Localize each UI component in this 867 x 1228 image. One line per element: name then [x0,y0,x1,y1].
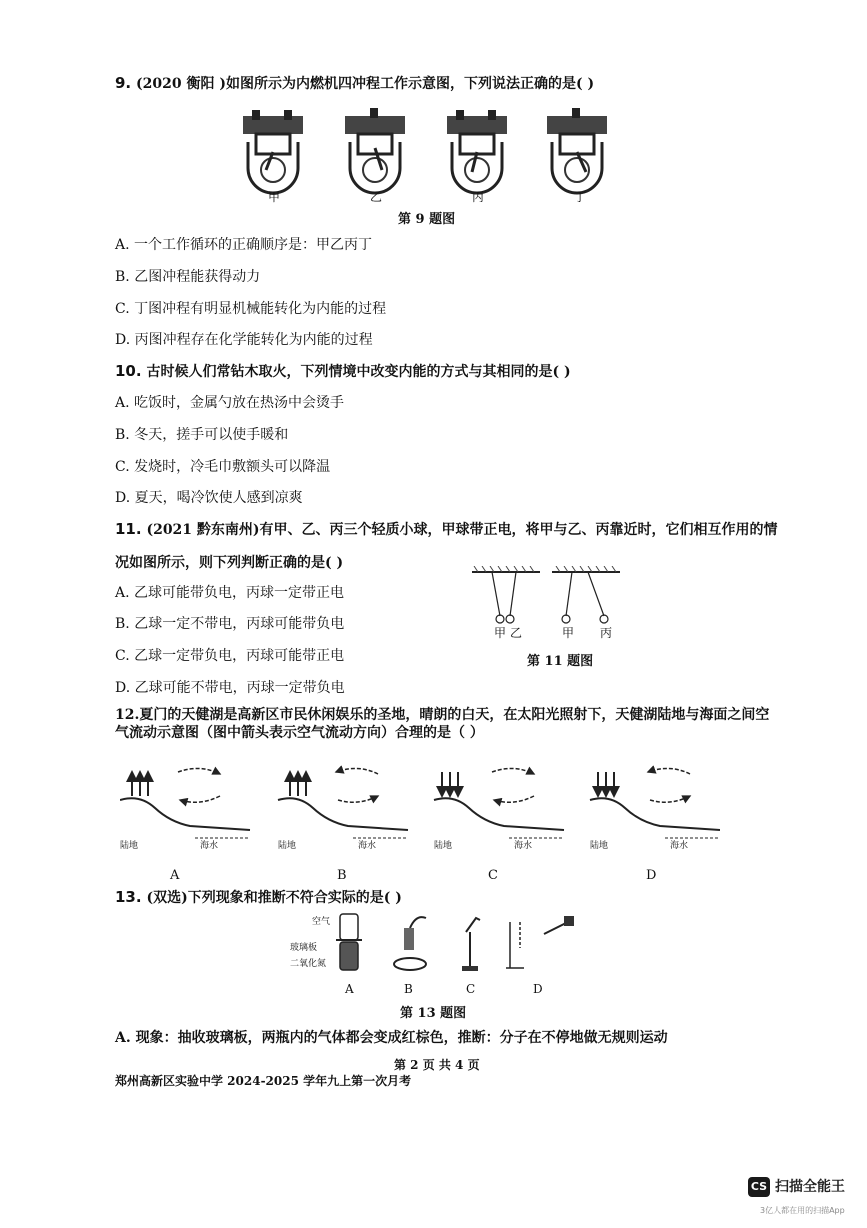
q9-option-d: D. 丙图冲程存在化学能转化为内能的过程 [115,332,373,348]
q13-label-no2: 二氧化氮 [290,959,327,969]
q12-label-b: B [337,868,347,883]
q9-label-jia: 甲 [268,190,281,204]
q9-option-b: B. 乙图冲程能获得动力 [115,269,261,285]
q11-label-jia-left: 甲 [494,626,507,640]
q13-stem [115,888,402,907]
q13-fig-d [506,922,524,968]
q10-text: 古时候人们常钻木取火，下列情境中改变内能的方式与其相同的是( ) [141,364,571,380]
q10-option-a: A. 吃饭时，金属勺放在热汤中会烫手 [115,395,345,411]
q9-number: 9. [115,74,132,92]
q13-experiments-figure [330,908,590,978]
q13-label-a: A [345,982,354,996]
q13-text: (双选)下列现象和推断不符合实际的是( ) [141,890,402,906]
q12-panel-d [590,768,720,838]
q12-land-b: 陆地 [278,841,297,851]
q12-label-a: A [170,868,180,883]
q12-water-a: 海水 [200,841,219,851]
q9-caption: 第 9 题图 [398,212,456,227]
q12-stem-line2: 气流动示意图（图中箭头表示空气流动方向）合理的是（ ） [115,725,484,741]
q13-caption: 第 13 题图 [400,1006,467,1021]
q10-number: 10. [115,362,142,380]
q10-option-d: D. 夏天，喝冷饮使人感到凉爽 [115,490,303,506]
q9-engine-figure [230,108,630,208]
q12-label-d: D [646,868,657,883]
engine-bing [447,110,507,193]
q11-label-jia-right: 甲 [562,626,575,640]
q11-stem [115,520,778,539]
exam-title-footer: 郑州高新区实验中学 2024-2025 学年九上第一次月考 [115,1074,412,1088]
q11-option-b: B. 乙球一定不带电，丙球可能带负电 [115,616,345,632]
engine-yi [345,108,405,193]
q13-label-c: C [466,982,476,996]
q11-stem-line2: 况如图所示，则下列判断正确的是( ) [115,555,344,571]
q12-water-b: 海水 [358,841,377,851]
watermark-tagline: 3亿人都在用的扫描App [760,1206,845,1215]
engine-ding [547,108,607,193]
q11-label-bing: 丙 [600,626,613,640]
q13-fig-a [336,914,362,970]
page-number: 第 2 页 共 4 页 [394,1058,480,1072]
q13-label-b: B [404,982,413,996]
q13-fig-b [394,917,426,970]
q12-panel-b [278,768,408,838]
q10-option-b: B. 冬天，搓手可以使手暖和 [115,427,289,443]
watermark-brand: 扫描全能王 [775,1179,845,1195]
q11-label-yi: 乙 [510,626,523,640]
q12-water-d: 海水 [670,841,689,851]
q10-stem [115,362,571,381]
q13-fig-e [544,916,574,934]
q11-option-a: A. 乙球可能带负电，丙球一定带正电 [115,585,345,601]
q12-land-d: 陆地 [590,841,609,851]
q11-option-c: C. 乙球一定带负电，丙球可能带正电 [115,648,345,664]
q11-number: 11. [115,520,142,538]
q12-panel-c [434,768,564,838]
q13-label-air: 空气 [312,917,331,927]
q13-option-a: A. 现象：抽收玻璃板，两瓶内的气体都会变成红棕色，推断：分子在不停地做无规则运动 [115,1030,668,1046]
q11-text: (2021 黔东南州)有甲、乙、丙三个轻质小球，甲球带正电，将甲与乙、丙靠近时，它们相互作用的情 [141,522,778,538]
q13-number: 13. [115,888,142,906]
q12-label-c: C [488,868,498,883]
q9-label-bing: 丙 [472,190,485,204]
q12-water-c: 海水 [514,841,533,851]
q11-caption: 第 11 题图 [527,654,594,669]
cs-logo-icon: CS [748,1177,770,1197]
q12-panel-a [120,768,250,838]
q12-stem: 12.夏门的天健湖是高新区市民休闲娱乐的圣地，晴朗的白天，在太阳光照射下，天健湖陆地与海面之间空 [115,707,770,723]
q9-option-a: A. 一个工作循环的正确顺序是：甲乙丙丁 [115,237,373,253]
q12-land-a: 陆地 [120,841,139,851]
engine-jia [243,110,303,193]
q9-label-yi: 乙 [370,190,383,204]
q9-label-ding: 丁 [574,190,587,204]
q9-text: (2020 衡阳 )如图所示为内燃机四冲程工作示意图，下列说法正确的是( ) [131,76,595,92]
q12-land-c: 陆地 [434,841,453,851]
q11-option-d: D. 乙球可能不带电，丙球一定带负电 [115,680,345,696]
q9-stem [115,74,594,93]
q13-label-glass: 玻璃板 [290,943,318,953]
q9-option-c: C. 丁图冲程有明显机械能转化为内能的过程 [115,301,387,317]
q10-option-c: C. 发烧时，冷毛巾敷额头可以降温 [115,459,331,475]
q13-fig-c [462,918,480,971]
q13-label-d: D [533,982,543,996]
